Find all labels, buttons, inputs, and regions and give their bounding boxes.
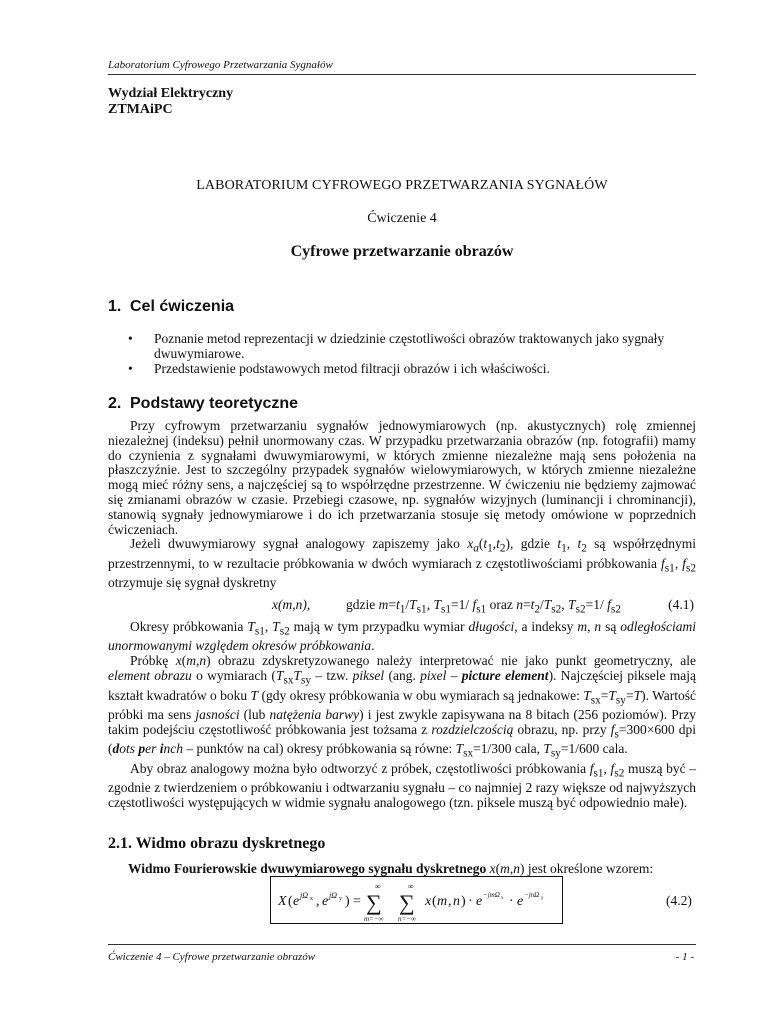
- svg-text:): ): [461, 894, 466, 909]
- svg-text:·: ·: [468, 894, 473, 909]
- section-1-title: Cel ćwiczenia: [130, 298, 235, 315]
- formula-box: [270, 876, 563, 924]
- spectrum-intro: Widmo Fourierowskie dwuwymiarowego sygnału dyskretnego x(m,n) jest określone wzorem:: [128, 861, 654, 876]
- svg-text:e: e: [517, 894, 524, 909]
- equation-number: (4.1): [668, 597, 694, 612]
- paragraph-4: Próbkę x(m,n) obrazu zdyskretyzowanego należy interpretować nie jako punkt geometryczny, ale element obrazu o wymiarach ($T_{sx}T_{sy}$ – tzw. piksel (ang. pixel – picture element). Najczęściej piksele mają kształt kwadratów o boku T (gdy okresy próbkowania w obu wymiarach są jednakowe: $T_{sx}=T_{sy}=T$). Wartość próbki ma sens jasności (lub natężenia barwy) i jest zwykle zapisywana na 8 bitach (256 poziomów). Przy takim podejściu częstotliwość próbkowania jest tożsama z rozdzielczością obrazu, np. przy $f_s=300\times 600$ dpi (dots per inch – punktów na cal) okresy próbkowania są równe: $T_{sx}=1/300$ cala, $T_{sy}=1/600$ cala.: [108, 653, 697, 761]
- bullet-icon: •: [128, 361, 133, 376]
- running-header: Laboratorium Cyfrowego Przetwarzania Sygnałów: [108, 59, 333, 71]
- svg-text:e: e: [322, 894, 329, 909]
- department-unit: ZTMAiPC: [108, 102, 173, 117]
- section-2-heading: [108, 395, 298, 413]
- svg-text:m: m: [437, 894, 448, 909]
- section-2-title: Podstawy teoretyczne: [130, 395, 299, 412]
- svg-text:jΩ: jΩ: [300, 891, 309, 900]
- section-1-number: 1.: [108, 298, 122, 315]
- equation-lhs: x(m,n),: [272, 597, 311, 612]
- svg-text:∞: ∞: [375, 882, 381, 891]
- svg-text:m=−∞: m=−∞: [364, 915, 384, 923]
- svg-text:(: (: [288, 894, 293, 909]
- department-block: [108, 86, 233, 118]
- paragraph-5: Aby obraz analogowy można było odtworzyć z próbek, częstotliwości próbkowania $f_{s1}$, $f_{s2}$ muszą być – zgodnie z twierdzeniem o próbkowaniu i odtwarzaniu sygnału – co najmniej 2 razy większe od najwyższych częstotliwości występujących w widmie sygnału analogowego (tzn. piksele muszą być odpowiednio małe).: [108, 760, 697, 811]
- paragraph-1: Przy cyfrowym przetwarzaniu sygnałów jednowymiarowych (np. akustycznych) rolę zmiennej niezależnej (indeksu) pełnił unormowany czas. W przypadku przetwarzania obrazów (np. fotografii) mamy do czynienia z sygnałami dwuwymiarowymi, w których zmienne niezależne mają sens położenia na płaszczyźnie. Jest to szczególny przypadek sygnałów wielowymiarowych, w których zmienne niezależne mogą mieć różny sens, a najczęściej są to współrzędne przestrzenne. W ćwiczeniu nie będziemy zajmować się zmianami obrazów w czasie. Przebiegi czasowe, np. sygnałów wizyjnych (luminancji i chrominancji), stanowią sygnały jednowymiarowe i do ich przetwarzania stosuje się metody omówione w poprzednich ćwiczeniach.: [108, 418, 696, 537]
- svg-text:e: e: [293, 894, 300, 909]
- svg-text:jΩ: jΩ: [329, 891, 338, 900]
- list-item: • Poznanie metod reprezentacji w dziedzinie częstotliwości obrazów traktowanych jako sygnały dwuwymiarowe.: [128, 331, 665, 361]
- svg-text:x: x: [310, 896, 313, 902]
- section-2-number: 2.: [108, 395, 122, 412]
- goals-list: [128, 332, 694, 378]
- page-number: - 1 -: [675, 951, 694, 963]
- svg-text:y: y: [339, 896, 342, 902]
- svg-text:x: x: [501, 896, 504, 901]
- list-item: • Przedstawienie podstawowych metod filtracji obrazów i ich właściwości.: [128, 361, 550, 376]
- department-name: Wydział Elektryczny: [108, 86, 234, 101]
- equation-number: (4.2): [666, 893, 692, 908]
- svg-text:∞: ∞: [408, 882, 414, 891]
- lab-title: LABORATORIUM CYFROWEGO PRZETWARZANIA SYGNAŁÓW: [196, 178, 608, 193]
- footer-title: Ćwiczenie 4 – Cyfrowe przetwarzanie obrazów: [108, 951, 316, 963]
- svg-text:−jmΩ: −jmΩ: [483, 891, 500, 899]
- bullet-icon: •: [128, 331, 133, 346]
- svg-text:n=−∞: n=−∞: [398, 915, 416, 923]
- header-rule: [108, 74, 696, 75]
- footer-rule: [108, 944, 696, 945]
- svg-text:·: ·: [509, 894, 514, 909]
- svg-text:−jnΩ: −jnΩ: [524, 891, 540, 899]
- svg-text:∑: ∑: [366, 890, 382, 915]
- svg-text:e: e: [476, 894, 483, 909]
- exercise-number: Ćwiczenie 4: [367, 211, 437, 226]
- section-2-body-top: [108, 419, 696, 591]
- fourier-formula: [271, 877, 562, 923]
- svg-text:y: y: [541, 896, 544, 901]
- svg-text:,: ,: [448, 894, 452, 909]
- svg-text:): ): [345, 894, 350, 909]
- paragraph-2: Jeżeli dwuwymiarowy sygnał analogowy zapiszemy jako $x_a(t_1,t_2)$, gdzie $t_1$, $t_2$ są współrzędnymi przestrzennymi, to w rezultacie próbkowania w dwóch wymiarach z częstotliwościami próbkowania $f_{s1}$, $f_{s2}$ otrzymuje się sygnał dyskretny: [108, 536, 696, 591]
- section-2-body-bottom: [108, 620, 696, 811]
- svg-text:X: X: [278, 894, 287, 909]
- document-title: Cyfrowe przetwarzanie obrazów: [290, 243, 514, 260]
- svg-text:∑: ∑: [399, 890, 415, 915]
- svg-text:n: n: [453, 894, 460, 909]
- paragraph-3: Okresy próbkowania $T_{s1}$, $T_{s2}$ mają w tym przypadku wymiar długości, a indeksy m, n są odległościami unormowanymi względem okresów próbkowania.: [108, 619, 696, 654]
- svg-text:(: (: [432, 894, 437, 909]
- svg-text:,: ,: [316, 894, 320, 909]
- section-2-1-heading: 2.1. Widmo obrazu dyskretnego: [108, 835, 326, 852]
- section-1-heading: [108, 298, 234, 316]
- svg-text:=: =: [353, 894, 361, 909]
- svg-text:x: x: [425, 894, 432, 909]
- equation-definition: gdzie $m=t_1/T_{s1}$, $T_{s1}=1/$ $f_{s1}$ oraz $n=t_2/T_{s2}$, $T_{s2}=1/$ $f_{s2}$: [346, 597, 621, 616]
